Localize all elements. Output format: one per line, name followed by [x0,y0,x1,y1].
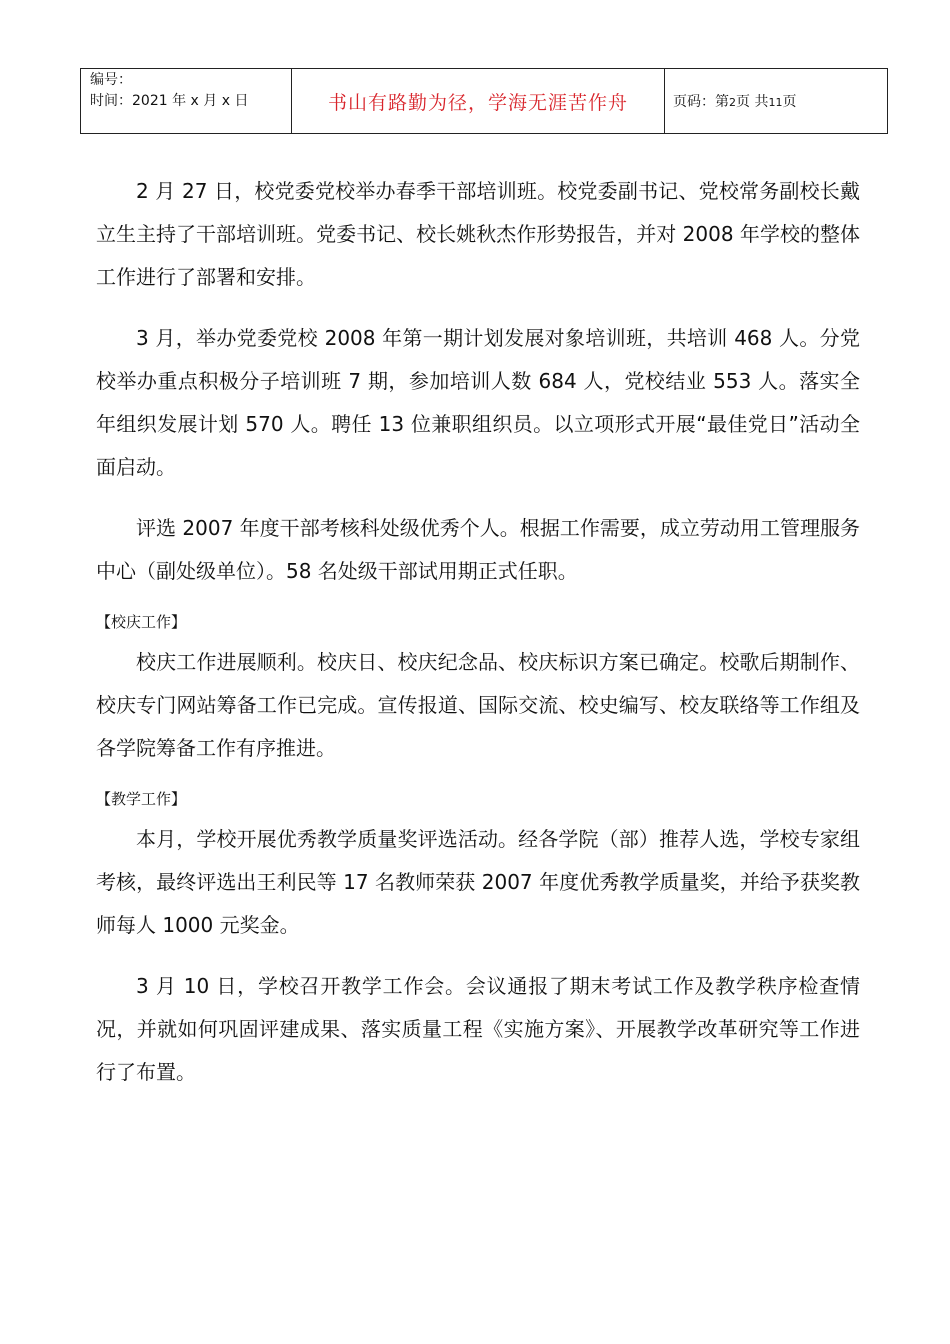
document-header [80,68,888,134]
date-line: 时间：2021 年 x 月 x 日 [90,93,249,109]
serial-number-label: 编号： [90,72,132,88]
section-heading-anniversary: 【校庆工作】 [96,613,187,631]
header-motto-cell [292,69,665,134]
motto-text: 书山有路勤为径，学海无涯苦作舟 [327,91,628,114]
document-body [96,170,860,1112]
paragraph-party-development: 3 月，举办党委党校 2008 年第一期计划发展对象培训班，共培训 468 人。分党校举办重点积极分子培训班 7 期，参加培训人数 684 人，党校结业 553 人。落实全年组织发展计划 570 人。聘任 13 位兼职组织员。以立项形式开展“最佳党日”活动全面启动。 [96,326,860,479]
paragraph-cadre-evaluation: 评选 2007 年度干部考核科处级优秀个人。根据工作需要，成立劳动用工管理服务中心（副处级单位）。58 名处级干部试用期正式任职。 [96,516,860,583]
paragraph-cadre-training: 2 月 27 日，校党委党校举办春季干部培训班。校党委副书记、党校常务副校长戴立生主持了干部培训班。党委书记、校长姚秋杰作形势报告，并对 2008 年学校的整体工作进行了部署和安排。 [96,179,860,289]
header-meta-cell [81,69,292,134]
paragraph-anniversary: 校庆工作进展顺利。校庆日、校庆纪念品、校庆标识方案已确定。校歌后期制作、校庆专门网站筹备工作已完成。宣传报道、国际交流、校史编写、校友联络等工作组及各学院筹备工作有序推进。 [96,650,860,760]
section-heading-teaching: 【教学工作】 [96,790,187,808]
page-number-cell [665,69,888,134]
page-total: 11 [768,96,783,109]
page-current: 2 [729,96,736,109]
paragraph-teaching-meeting: 3 月 10 日，学校召开教学工作会。会议通报了期末考试工作及教学秩序检查情况，并就如何巩固评建成果、落实质量工程《实施方案》、开展教学改革研究等工作进行了布置。 [96,974,860,1084]
page-prefix: 页码：第 [673,94,729,110]
page-mid: 页 共 [736,94,769,110]
paragraph-teaching-award: 本月，学校开展优秀教学质量奖评选活动。经各学院（部）推荐人选，学校专家组考核，最终评选出王利民等 17 名教师荣获 2007 年度优秀教学质量奖，并给予获奖教师每人 1000 元奖金。 [96,827,860,937]
page-suffix: 页 [782,94,797,110]
